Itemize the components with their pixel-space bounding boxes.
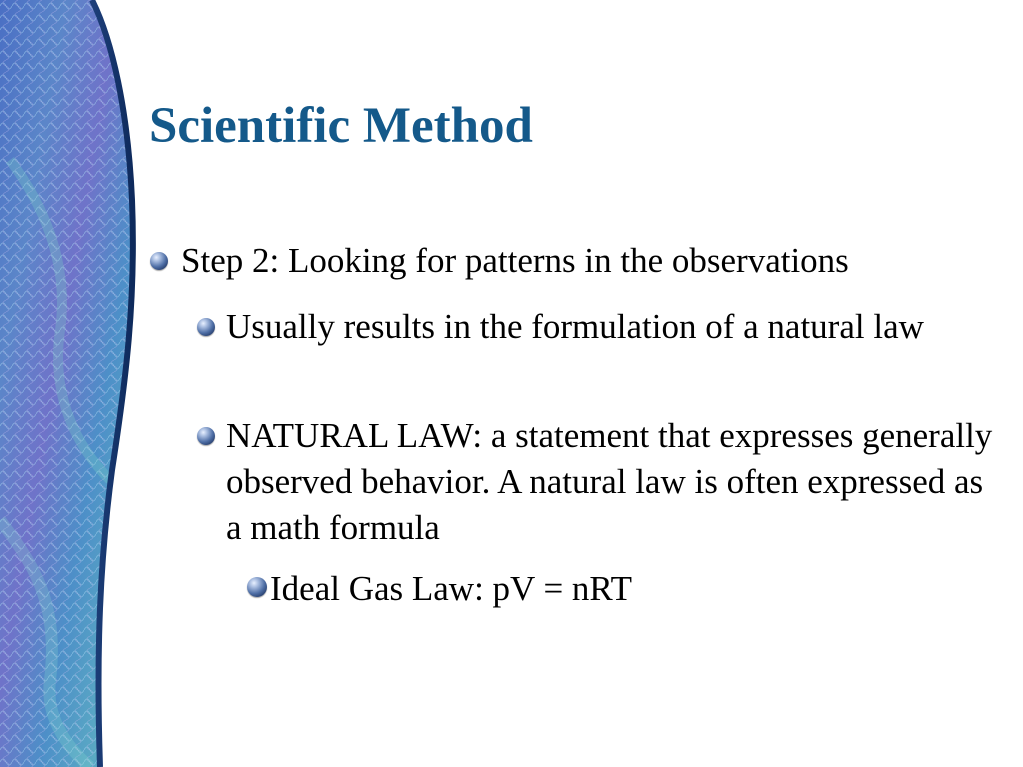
bullet-text: Step 2: Looking for patterns in the observations xyxy=(181,241,849,280)
decorative-side-texture xyxy=(0,0,140,767)
bullet-level-2 xyxy=(197,413,997,551)
bullet-orb-icon xyxy=(197,427,215,445)
bullet-text: Usually results in the formulation of a natural law xyxy=(226,307,924,346)
bullet-level-2 xyxy=(197,304,997,350)
bullet-orb-icon xyxy=(150,252,168,270)
bullet-text: Ideal Gas Law: pV = nRT xyxy=(270,569,633,608)
bullet-orb-icon xyxy=(197,318,215,336)
bullet-text: NATURAL LAW: a statement that expresses generally observed behavior. A natural law is often expressed as a math formula xyxy=(226,416,993,547)
slide-title: Scientific Method xyxy=(149,98,533,154)
bullet-orb-icon xyxy=(247,577,267,597)
bullet-level-1 xyxy=(150,238,849,284)
bullet-level-3 xyxy=(247,566,632,612)
